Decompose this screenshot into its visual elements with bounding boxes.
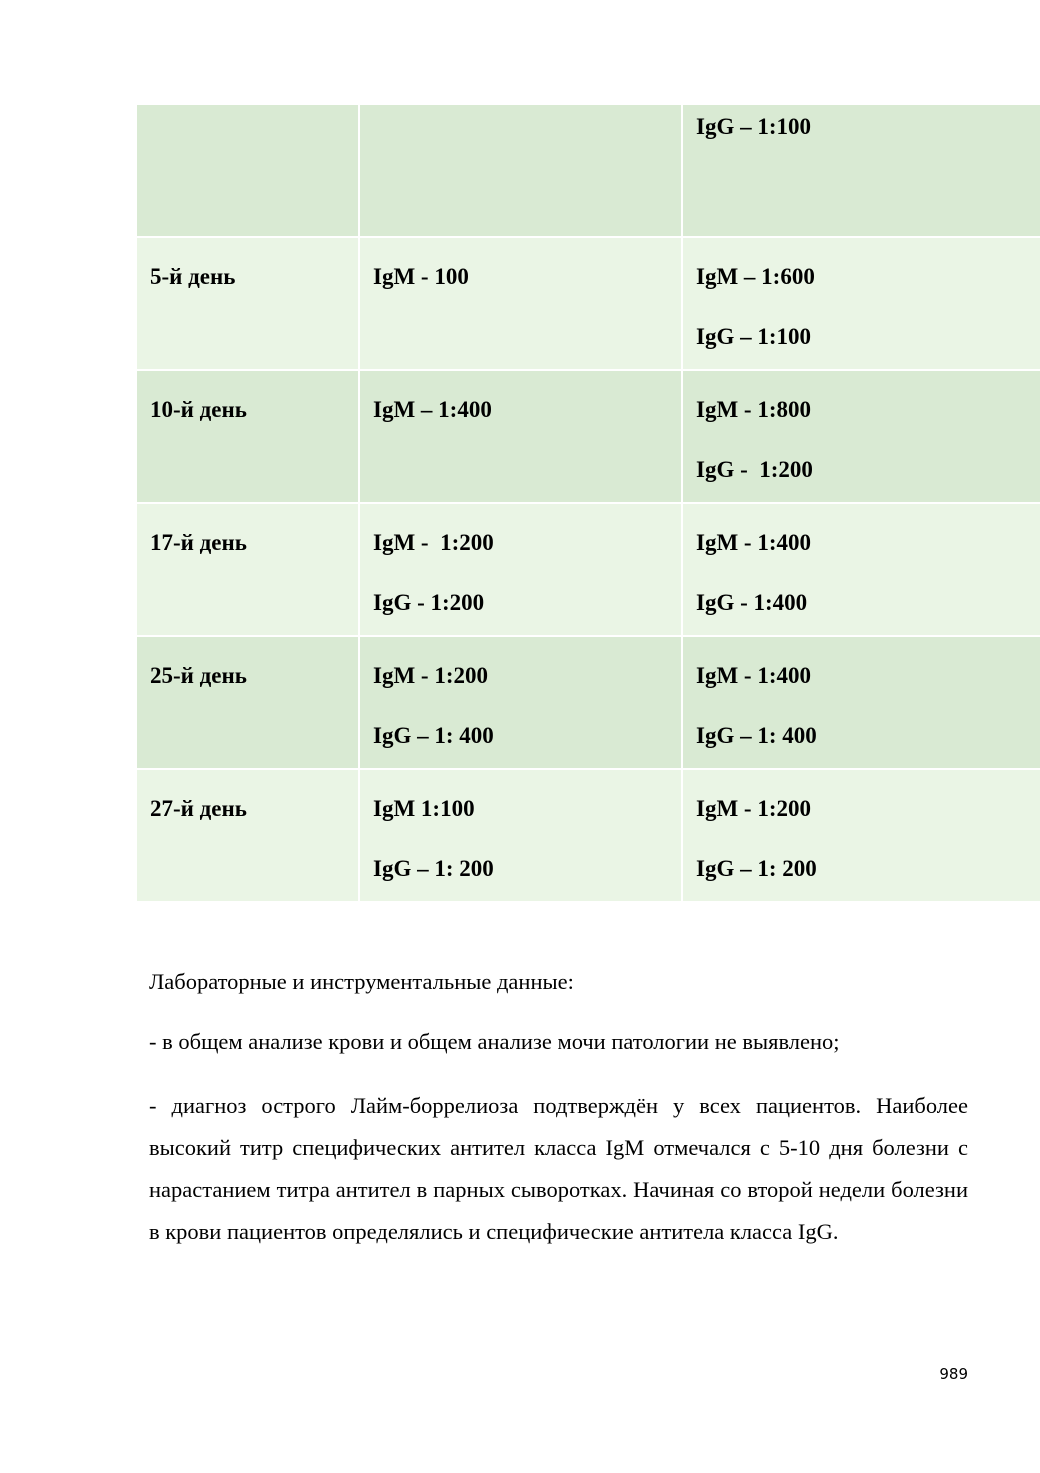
section-heading-paragraph: Лабораторные и инструментальные данные: (149, 969, 574, 994)
day-label: 10-й день (150, 397, 247, 422)
titer-value: IgG – 1: 200 (373, 856, 494, 881)
day-label: 27-й день (150, 796, 247, 821)
day-label: 25-й день (150, 663, 247, 688)
table-row (137, 770, 1040, 903)
page-number: 989 (939, 1365, 968, 1383)
table-row (137, 371, 1040, 504)
titer-value: IgG - 1:200 (373, 590, 485, 615)
day-label (150, 105, 358, 165)
titer-value: IgM - 1:200 (696, 796, 811, 821)
titer-cell (360, 770, 683, 901)
day-cell (137, 105, 360, 236)
titer-value: IgG – 1: 400 (373, 723, 494, 748)
titer-value: IgG - 1:200 (696, 457, 813, 482)
titer-cell (683, 637, 1040, 768)
titer-value: IgM - 1:200 (373, 530, 494, 555)
titer-value: IgG – 1:100 (696, 114, 811, 139)
titer-value (373, 307, 681, 367)
titer-value: IgG – 1: 400 (696, 723, 817, 748)
titer-value: IgM – 1:400 (373, 397, 492, 422)
blood-urine-paragraph: - в общем анализе крови и общем анализе мочи патологии не выявлено; (149, 1029, 840, 1054)
day-cell (137, 770, 360, 901)
titer-value: IgM - 100 (373, 264, 469, 289)
titer-value: IgG - 1:400 (696, 590, 808, 615)
table-row (137, 637, 1040, 770)
titer-table (137, 105, 1040, 903)
titer-value (373, 105, 681, 165)
titer-value: IgG – 1:100 (696, 324, 811, 349)
titer-cell (360, 105, 683, 236)
table-row (137, 504, 1040, 637)
day-label: 17-й день (150, 530, 247, 555)
titer-cell (360, 371, 683, 502)
titer-value: IgM – 1:600 (696, 264, 815, 289)
titer-cell (360, 238, 683, 369)
day-label: 5-й день (150, 264, 236, 289)
titer-cell (683, 105, 1040, 236)
titer-value: IgM - 1:800 (696, 397, 811, 422)
titer-value: IgM 1:100 (373, 796, 475, 821)
day-cell (137, 238, 360, 369)
titer-cell (683, 371, 1040, 502)
table-row (137, 238, 1040, 371)
titer-cell (360, 637, 683, 768)
titer-cell (683, 238, 1040, 369)
table-row (137, 105, 1040, 238)
titer-value: IgM - 1:400 (696, 663, 811, 688)
titer-value: IgM - 1:200 (373, 663, 488, 688)
titer-value (373, 440, 681, 500)
titer-cell (683, 770, 1040, 901)
diagnosis-paragraph: - диагноз острого Лайм-боррелиоза подтверждён у всех пациентов. Наиболее высокий титр специфических антител класса IgM отмечался с 5-10 дня болезни с нарастанием титра антител в парных сыворотках. Начиная со второй недели болезни в крови пациентов определялись и специфические антитела класса IgG. (149, 1093, 968, 1244)
day-cell (137, 637, 360, 768)
day-cell (137, 371, 360, 502)
titer-value: IgG – 1: 200 (696, 856, 817, 881)
titer-value: IgM - 1:400 (696, 530, 811, 555)
titer-cell (683, 504, 1040, 635)
day-cell (137, 504, 360, 635)
titer-cell (360, 504, 683, 635)
